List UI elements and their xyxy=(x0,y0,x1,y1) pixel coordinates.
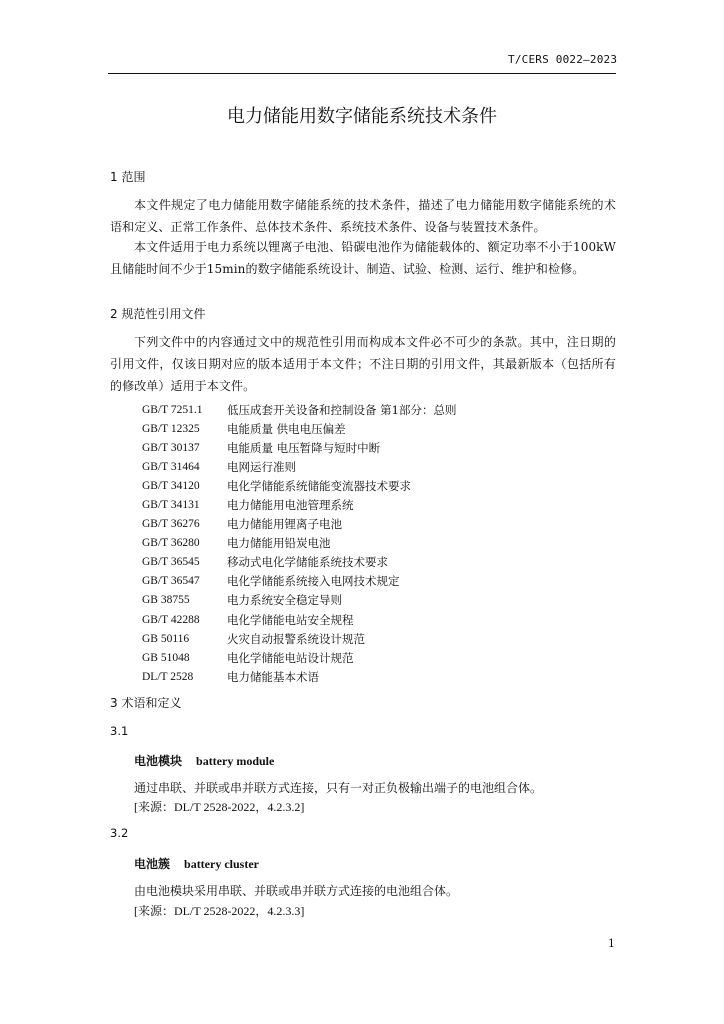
page-number: 1 xyxy=(608,937,615,950)
reference-row xyxy=(142,572,456,591)
reference-row xyxy=(142,438,456,457)
section-1-paragraph-2: 本文件适用于电力系统以锂离子电池、铅碳电池作为储能载体的、额定功率不小于100kW且储能时间不少于15min的数字储能系统设计、制造、试验、检测、运行、维护和检修。 xyxy=(110,240,616,276)
reference-code: GB/T 36547 xyxy=(142,575,200,588)
reference-title: 电化学储能系统储能变流器技术要求 xyxy=(227,478,411,493)
term-number: 3.1 xyxy=(110,724,129,738)
section-1-paragraph-1: 本文件规定了电力储能用数字储能系统的技术条件，描述了电力储能用数字储能系统的术语和定义、正常工作条件、总体技术条件、系统技术条件、设备与装置技术条件。 xyxy=(110,198,616,234)
term-chinese-name: 电池簇 xyxy=(134,857,171,871)
header-rule xyxy=(108,73,616,74)
reference-code: DL/T 2528 xyxy=(142,670,194,683)
reference-row xyxy=(142,515,456,534)
reference-row xyxy=(142,534,456,553)
reference-title: 电能质量 电压暂降与短时中断 xyxy=(227,440,381,455)
reference-title: 电力储能用电池管理系统 xyxy=(227,498,354,513)
reference-row xyxy=(142,629,456,648)
term-english-name: battery module xyxy=(196,754,275,768)
section-3-heading: 3 术语和定义 xyxy=(110,696,182,710)
reference-row xyxy=(142,495,456,514)
term-definition: 由电池模块采用串联、并联或串并联方式连接的电池组合体。 xyxy=(134,884,459,898)
reference-row xyxy=(142,419,456,438)
reference-row xyxy=(142,457,456,476)
term-definition: 通过串联、并联或串并联方式连接，只有一对正负极输出端子的电池组合体。 xyxy=(134,781,543,795)
reference-code: GB 51048 xyxy=(142,651,190,664)
reference-code: GB/T 7251.1 xyxy=(142,403,203,416)
reference-row xyxy=(142,591,456,610)
reference-title: 电力系统安全稳定导则 xyxy=(227,593,342,608)
section-2-intro: 下列文件中的内容通过文中的规范性引用而构成本文件必不可少的条款。其中，注日期的引用文件，仅该日期对应的版本适用于本文件；不注日期的引用文件，其最新版本（包括所有的修改单）适用于本文件。 xyxy=(110,335,616,393)
reference-row xyxy=(142,553,456,572)
reference-code: GB/T 36276 xyxy=(142,518,200,531)
term-heading xyxy=(134,752,274,769)
reference-code: GB/T 34120 xyxy=(142,479,200,492)
reference-row xyxy=(142,610,456,629)
reference-row xyxy=(142,667,456,686)
reference-title: 电化学储能电站设计规范 xyxy=(227,650,354,665)
reference-title: 电力储能基本术语 xyxy=(227,669,319,684)
section-2-heading: 2 规范性引用文件 xyxy=(110,307,206,321)
reference-code: GB/T 12325 xyxy=(142,422,200,435)
standard-code: T/CERS 0022—2023 xyxy=(508,53,618,66)
reference-code: GB/T 42288 xyxy=(142,613,200,626)
reference-code: GB/T 31464 xyxy=(142,460,200,473)
reference-row xyxy=(142,648,456,667)
term-english-name: battery cluster xyxy=(184,857,259,871)
reference-title: 移动式电化学储能系统技术要求 xyxy=(227,555,388,570)
reference-code: GB/T 36545 xyxy=(142,556,200,569)
term-heading xyxy=(134,855,259,872)
term-number: 3.2 xyxy=(110,826,129,840)
reference-row xyxy=(142,400,456,419)
reference-code: GB 50116 xyxy=(142,632,190,645)
reference-code: GB/T 34131 xyxy=(142,499,200,512)
reference-title: 电化学储能系统接入电网技术规定 xyxy=(227,574,400,589)
term-source: [来源：DL/T 2528-2022，4.2.3.2] xyxy=(134,800,305,814)
reference-title: 电力储能用铅炭电池 xyxy=(227,536,331,551)
reference-code: GB 38755 xyxy=(142,594,190,607)
reference-title: 电网运行准则 xyxy=(227,459,296,474)
reference-title: 电能质量 供电电压偏差 xyxy=(227,421,346,436)
document-title: 电力储能用数字储能系统技术条件 xyxy=(227,106,497,127)
normative-references-list xyxy=(142,400,456,686)
section-1-heading: 1 范围 xyxy=(110,170,146,184)
reference-code: GB/T 30137 xyxy=(142,441,200,454)
reference-title: 低压成套开关设备和控制设备 第1部分：总则 xyxy=(227,402,457,417)
term-chinese-name: 电池模块 xyxy=(134,754,183,768)
reference-title: 电化学储能电站安全规程 xyxy=(227,612,354,627)
reference-title: 火灾自动报警系统设计规范 xyxy=(227,631,365,646)
reference-title: 电力储能用锂离子电池 xyxy=(227,517,342,532)
term-source: [来源：DL/T 2528-2022，4.2.3.3] xyxy=(134,904,305,918)
reference-row xyxy=(142,476,456,495)
reference-code: GB/T 36280 xyxy=(142,537,200,550)
